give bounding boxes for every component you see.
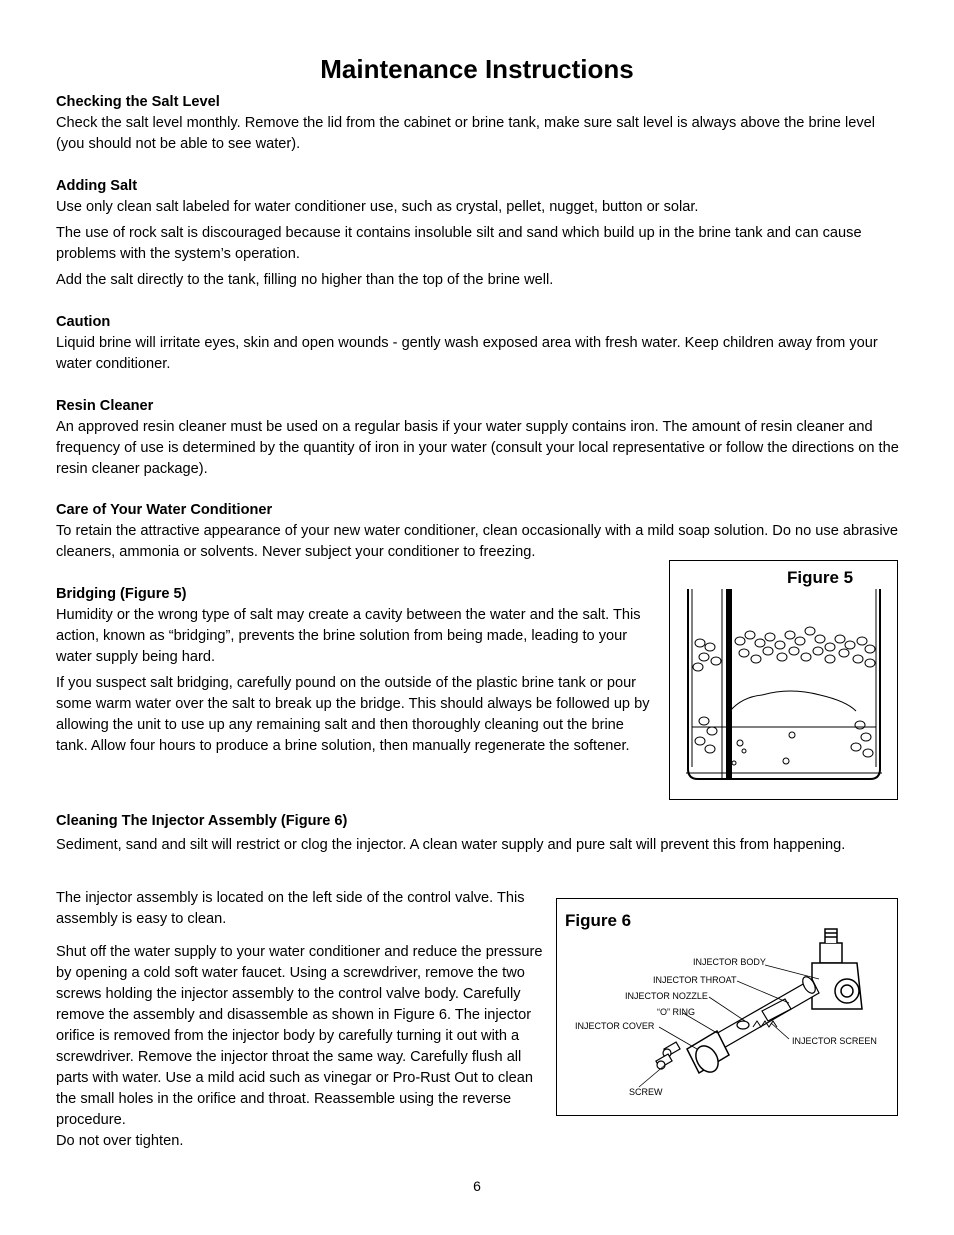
label-injector-nozzle: INJECTOR NOZZLE: [625, 991, 708, 1001]
section-heading: Bridging (Figure 5): [56, 586, 187, 602]
paragraph: The injector assembly is located on the left side of the control valve. This assembly is easy to clean.: [56, 890, 525, 927]
injector-assembly-illustration: [557, 899, 897, 1115]
label-injector-cover: INJECTOR COVER: [575, 1021, 655, 1031]
brine-tank-illustration: [670, 561, 897, 799]
section-caution: [56, 312, 901, 375]
paragraph: Shut off the water supply to your water conditioner and reduce the pressure by opening a cold soft water faucet. Using a screwdriver, remove the two screws holding the injector assembly to the control valve body. Carefully remove the assembly and disassemble as shown in Figure 6. The injector orifice is removed from the injector body by carefully turning it out with a screwdriver. Remove the injector throat the same way. Carefully flush all parts with water. Use a mild acid such as vinegar or Pro-Rust Out to clean the small holes in the orifice and throat. Reassemble using the reverse procedure.: [56, 944, 543, 1128]
section-heading: Checking the Salt Level: [56, 94, 220, 110]
page-number: 6: [473, 1178, 481, 1194]
paragraph: Sediment, sand and silt will restrict or clog the injector. A clean water supply and pure salt will prevent this from happening.: [56, 837, 846, 853]
paragraph: Humidity or the wrong type of salt may create a cavity between the water and the salt. This action, known as “bridging”, prevents the brine solution from being made, leading to your water supply being hard.: [56, 607, 641, 665]
label-screw: SCREW: [629, 1087, 663, 1097]
section-heading: Adding Salt: [56, 178, 138, 194]
section-adding-salt: [56, 176, 901, 291]
paragraph: An approved resin cleaner must be used on a regular basis if your water supply contains iron. The amount of resin cleaner and frequency of use is determined by the quantity of iron in your water (consult your local representative or follow the directions on the resin cleaner package).: [56, 419, 899, 477]
section-bridging: [56, 584, 652, 757]
paragraph: Do not over tighten.: [56, 1133, 184, 1149]
section-heading: Caution: [56, 314, 111, 330]
label-injector-screen: INJECTOR SCREEN: [792, 1036, 877, 1046]
paragraph: Use only clean salt labeled for water conditioner use, such as crystal, pellet, nugget, button or solar.: [56, 199, 699, 215]
label-o-ring: “O” RING: [657, 1007, 695, 1017]
label-injector-throat: INJECTOR THROAT: [653, 975, 737, 985]
section-injector-heading: [56, 811, 901, 856]
paragraph: Add the salt directly to the tank, filling no higher than the top of the brine well.: [56, 272, 554, 288]
paragraph: If you suspect salt bridging, carefully pound on the outside of the plastic brine tank or pour some warm water over the salt to break up the bridge. This should always be followed up by allowing the unit to use up any remaining salt and then thoroughly cleaning out the brine tank. Allow four hours to produce a brine solution, then manually regenerate the softener.: [56, 675, 650, 754]
section-heading: Cleaning The Injector Assembly (Figure 6): [56, 813, 348, 829]
figure-6-title: Figure 6: [565, 911, 632, 930]
figure-5: [669, 560, 898, 800]
section-resin-cleaner: [56, 396, 901, 480]
section-injector-body: [56, 888, 548, 1152]
paragraph: Check the salt level monthly. Remove the lid from the cabinet or brine tank, make sure salt level is always above the brine level (you should not be able to see water).: [56, 115, 875, 152]
section-salt-level: [56, 92, 901, 155]
page-title: Maintenance Instructions: [320, 54, 634, 84]
figure-5-title: Figure 5: [787, 568, 854, 587]
section-heading: Care of Your Water Conditioner: [56, 502, 273, 518]
label-injector-body: INJECTOR BODY: [693, 957, 766, 967]
paragraph: To retain the attractive appearance of your new water conditioner, clean occasionally with a mild soap solution. Do no use abrasive cleaners, ammonia or solvents. Never subject your conditioner to freezing.: [56, 523, 899, 560]
paragraph: Liquid brine will irritate eyes, skin and open wounds - gently wash exposed area with fresh water. Keep children away from your water conditioner.: [56, 335, 878, 372]
paragraph: The use of rock salt is discouraged because it contains insoluble silt and sand which build up in the brine tank and can cause problems with the system’s operation.: [56, 225, 862, 262]
figure-6: [556, 898, 898, 1116]
section-care: [56, 500, 901, 563]
section-heading: Resin Cleaner: [56, 398, 154, 414]
